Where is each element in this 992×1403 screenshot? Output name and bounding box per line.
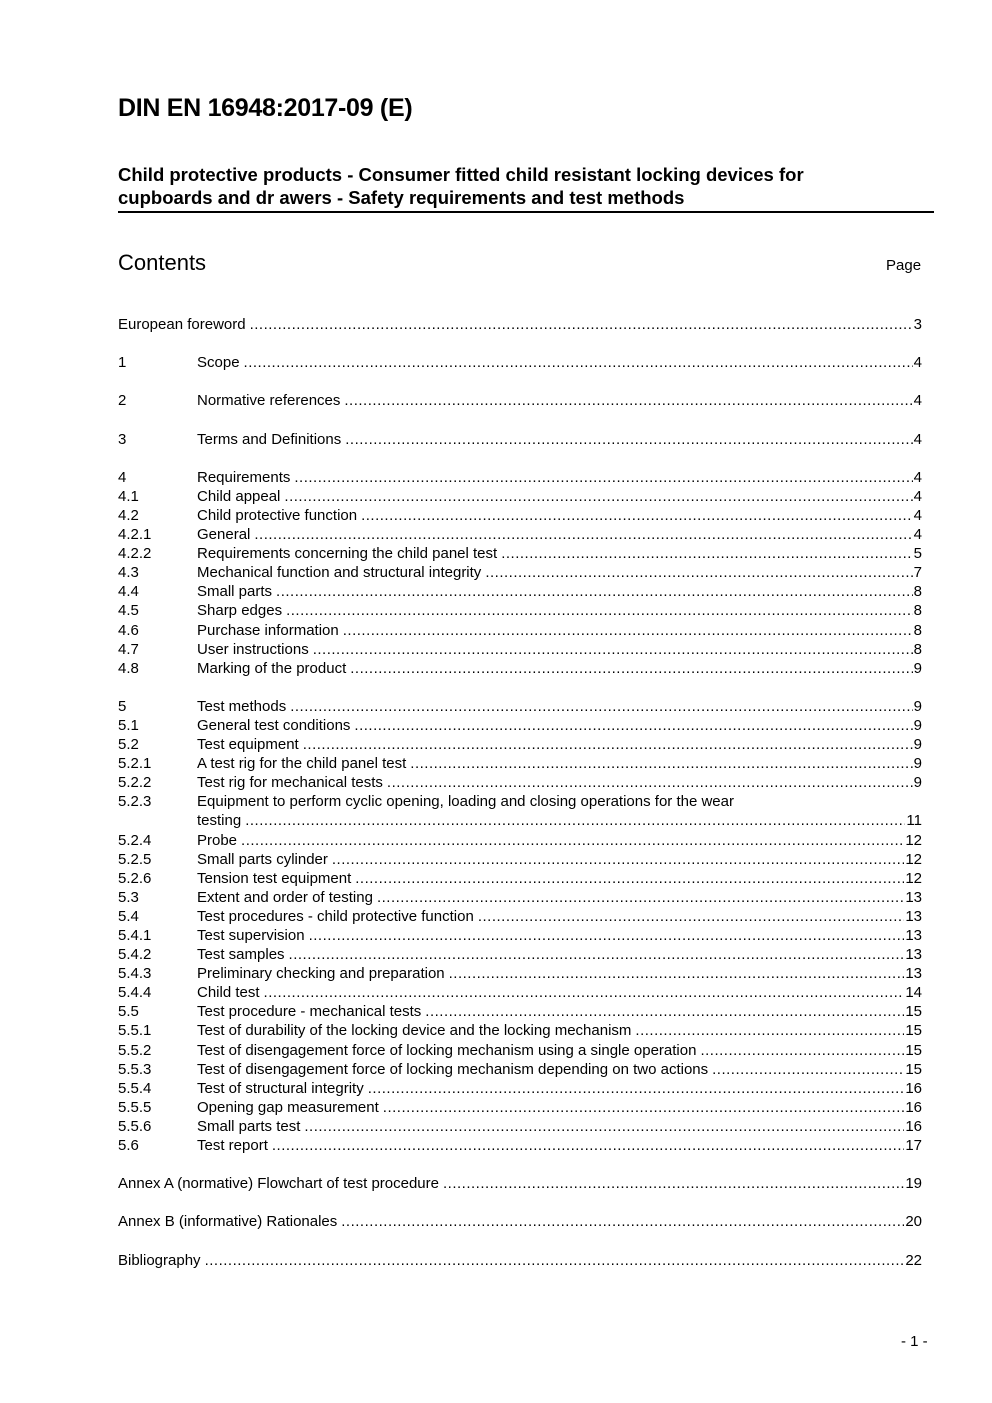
toc-leader-dots <box>309 926 905 945</box>
toc-number: 5.1 <box>118 716 139 734</box>
toc-entry-5-2-4[interactable] <box>118 831 922 850</box>
toc-number: 4.7 <box>118 640 139 658</box>
toc-number: 3 <box>118 430 127 448</box>
toc-entry-bibliography[interactable] <box>118 1251 922 1270</box>
toc-leader-dots <box>449 964 905 983</box>
toc-page: 15 <box>905 1003 922 1021</box>
toc-entry-foreword[interactable] <box>118 315 922 334</box>
toc-title: Child protective function <box>197 506 358 524</box>
toc-page: 4 <box>913 430 922 448</box>
table-of-contents <box>118 315 922 1270</box>
toc-page: 3 <box>913 316 922 333</box>
toc-number: 5.5.1 <box>118 1022 152 1040</box>
toc-leader-dots <box>700 1041 904 1060</box>
toc-entry-5-5-5[interactable] <box>118 1098 922 1117</box>
toc-title: Marking of the product <box>197 659 347 677</box>
toc-leader-dots <box>313 640 913 659</box>
toc-title: Test procedures - child protective function <box>197 907 474 925</box>
toc-number: 5.4.2 <box>118 946 152 964</box>
toc-leader-dots <box>377 888 904 907</box>
toc-entry-4-2-2[interactable] <box>118 544 922 563</box>
toc-title: User instructions <box>197 640 309 658</box>
toc-leader-dots <box>303 735 913 754</box>
toc-number: 5.5.2 <box>118 1041 152 1059</box>
toc-entry-5-5-6[interactable] <box>118 1117 922 1136</box>
toc-number: 5.5.6 <box>118 1117 152 1135</box>
toc-number: 5.4.3 <box>118 965 152 983</box>
toc-title: Mechanical function and structural integrity <box>197 564 482 582</box>
toc-leader-dots <box>410 754 912 773</box>
toc-page: 16 <box>905 1098 922 1116</box>
toc-title: Test of disengagement force of locking mechanism depending on two actions <box>197 1060 709 1078</box>
toc-page: 8 <box>913 583 922 601</box>
toc-title: Small parts <box>197 583 273 601</box>
toc-entry-5-2[interactable] <box>118 735 922 754</box>
toc-title: Bibliography <box>118 1251 201 1269</box>
toc-title: Annex B (informative) Rationales <box>118 1213 338 1231</box>
toc-title: Equipment to perform cyclic opening, loading and closing operations for the wear <box>197 793 734 811</box>
toc-page: 22 <box>905 1251 922 1269</box>
toc-entry-4-2[interactable] <box>118 506 922 525</box>
toc-page: 4 <box>913 526 922 544</box>
toc-page: 8 <box>913 621 922 639</box>
toc-number: 4 <box>118 468 127 486</box>
toc-number: 5.6 <box>118 1137 139 1155</box>
toc-entry-5-4-2[interactable] <box>118 945 922 964</box>
toc-leader-dots <box>205 1251 905 1270</box>
toc-leader-dots <box>343 621 913 640</box>
toc-number: 5.5.5 <box>118 1098 152 1116</box>
toc-leader-dots <box>272 1136 904 1155</box>
document-id: DIN EN 16948:2017-09 (E) <box>118 94 413 122</box>
toc-title: Scope <box>197 354 240 372</box>
toc-number: 4.3 <box>118 564 139 582</box>
toc-entry-4-8[interactable] <box>118 659 922 678</box>
toc-leader-dots <box>425 1002 904 1021</box>
toc-entry-3[interactable] <box>118 430 922 449</box>
document-title <box>118 163 934 213</box>
toc-number: 1 <box>118 354 127 372</box>
toc-entry-annex-b[interactable] <box>118 1212 922 1231</box>
toc-entry-5-5-1[interactable] <box>118 1021 922 1040</box>
title-line-2: cupboards and dr awers - Safety requirements and test methods <box>118 187 685 208</box>
toc-page: 13 <box>905 946 922 964</box>
toc-page: 4 <box>913 468 922 486</box>
toc-page: 9 <box>913 774 922 792</box>
toc-number: 5.3 <box>118 888 139 906</box>
toc-page: 7 <box>913 564 922 582</box>
toc-page: 17 <box>905 1137 922 1155</box>
toc-leader-dots <box>478 907 905 926</box>
toc-leader-dots <box>485 563 912 582</box>
toc-page: 9 <box>913 755 922 773</box>
toc-leader-dots <box>250 315 913 334</box>
toc-leader-dots <box>284 487 912 506</box>
toc-entry-5-5-4[interactable] <box>118 1079 922 1098</box>
toc-title: Test methods <box>197 697 287 715</box>
toc-leader-dots <box>264 983 905 1002</box>
toc-number: 5.5.4 <box>118 1079 152 1097</box>
toc-title: Test report <box>197 1137 268 1155</box>
toc-entry-5[interactable] <box>118 697 922 716</box>
toc-page: 4 <box>913 392 922 410</box>
toc-page: 8 <box>913 602 922 620</box>
toc-entry-5-4[interactable] <box>118 907 922 926</box>
toc-title: Test of durability of the locking device and the locking mechanism <box>197 1022 632 1040</box>
toc-entry-5-2-3[interactable] <box>118 792 922 811</box>
toc-title: Child appeal <box>197 487 281 505</box>
toc-number: 5 <box>118 697 127 715</box>
toc-page: 15 <box>905 1060 922 1078</box>
toc-number: 5.4.4 <box>118 984 152 1002</box>
toc-title: Test rig for mechanical tests <box>197 774 383 792</box>
toc-page: 11 <box>906 812 922 830</box>
toc-page: 5 <box>913 545 922 563</box>
toc-entry-4-6[interactable] <box>118 621 922 640</box>
toc-title: Normative references <box>197 392 341 410</box>
toc-number: 4.2.1 <box>118 526 152 544</box>
toc-page: 13 <box>905 888 922 906</box>
toc-leader-dots <box>241 831 904 850</box>
toc-number: 4.1 <box>118 487 139 505</box>
toc-page: 15 <box>905 1022 922 1040</box>
toc-leader-dots <box>290 697 912 716</box>
toc-title-continued: testing <box>197 812 242 830</box>
toc-entry-4-1[interactable] <box>118 487 922 506</box>
toc-entry-5-6[interactable] <box>118 1136 922 1155</box>
toc-page: 4 <box>913 487 922 505</box>
toc-page: 16 <box>905 1079 922 1097</box>
toc-page: 16 <box>905 1117 922 1135</box>
toc-page: 14 <box>905 984 922 1002</box>
toc-entry-5-1[interactable] <box>118 716 922 735</box>
toc-page: 19 <box>905 1175 922 1193</box>
toc-entry-4-7[interactable] <box>118 640 922 659</box>
toc-title: General <box>197 526 251 544</box>
page-column-heading: Page <box>886 257 922 274</box>
toc-leader-dots <box>244 353 913 372</box>
toc-entry-2[interactable] <box>118 391 922 410</box>
toc-leader-dots <box>304 1117 904 1136</box>
toc-number: 5.5 <box>118 1003 139 1021</box>
toc-title: Small parts test <box>197 1117 301 1135</box>
toc-page: 8 <box>913 640 922 658</box>
toc-page: 9 <box>913 716 922 734</box>
toc-title: Tension test equipment <box>197 869 352 887</box>
toc-leader-dots <box>443 1174 904 1193</box>
toc-title: Purchase information <box>197 621 339 639</box>
toc-entry-1[interactable] <box>118 353 922 372</box>
toc-leader-dots <box>294 468 912 487</box>
toc-number: 5.2.2 <box>118 774 152 792</box>
toc-number: 4.2.2 <box>118 545 152 563</box>
toc-entry-5-2-5[interactable] <box>118 850 922 869</box>
toc-entry-5-4-1[interactable] <box>118 926 922 945</box>
toc-title: Sharp edges <box>197 602 283 620</box>
toc-number: 5.4 <box>118 907 139 925</box>
toc-entry-5-2-3-continued[interactable] <box>118 811 922 830</box>
toc-leader-dots <box>361 506 913 525</box>
toc-number: 4.6 <box>118 621 139 639</box>
toc-page: 9 <box>913 736 922 754</box>
toc-title: Annex A (normative) Flowchart of test procedure <box>118 1175 439 1193</box>
toc-number: 5.2 <box>118 736 139 754</box>
toc-leader-dots <box>286 601 913 620</box>
toc-title: Preliminary checking and preparation <box>197 965 445 983</box>
toc-leader-dots <box>368 1079 905 1098</box>
toc-leader-dots <box>355 869 904 888</box>
toc-leader-dots <box>350 659 912 678</box>
toc-title: Requirements <box>197 468 291 486</box>
toc-leader-dots <box>289 945 905 964</box>
toc-page: 13 <box>905 927 922 944</box>
toc-leader-dots <box>383 1098 905 1117</box>
toc-title: A test rig for the child panel test <box>197 755 407 773</box>
toc-number: 5.5.3 <box>118 1060 152 1078</box>
toc-entry-4-3[interactable] <box>118 563 922 582</box>
toc-number: 2 <box>118 392 127 410</box>
toc-page: 12 <box>905 869 922 887</box>
toc-title: Requirements concerning the child panel test <box>197 545 498 563</box>
toc-entry-5-5-3[interactable] <box>118 1060 922 1079</box>
toc-number: 5.2.5 <box>118 850 152 868</box>
toc-title: Test equipment <box>197 736 299 754</box>
toc-entry-4-4[interactable] <box>118 582 922 601</box>
toc-page: 4 <box>913 354 922 372</box>
toc-number: 5.2.3 <box>118 793 152 811</box>
toc-page: 13 <box>905 965 922 983</box>
toc-number: 4.5 <box>118 602 139 620</box>
toc-number: 5.4.1 <box>118 927 152 944</box>
toc-title: General test conditions <box>197 716 351 734</box>
toc-page: 4 <box>913 506 922 524</box>
toc-page: 13 <box>905 907 922 925</box>
toc-page: 12 <box>905 831 922 849</box>
toc-leader-dots <box>332 850 904 869</box>
toc-leader-dots <box>354 716 912 735</box>
title-line-1: Child protective products - Consumer fitted child resistant locking devices for <box>118 164 804 185</box>
toc-page: 20 <box>905 1213 922 1231</box>
toc-leader-dots <box>345 430 912 449</box>
toc-number: 5.2.1 <box>118 755 152 773</box>
toc-leader-dots <box>245 811 905 830</box>
toc-title: Test of structural integrity <box>197 1079 364 1097</box>
toc-entry-5-2-2[interactable] <box>118 773 922 792</box>
toc-title: Probe <box>197 831 238 849</box>
toc-leader-dots <box>341 1212 904 1231</box>
toc-title: Extent and order of testing <box>197 888 373 906</box>
contents-heading: Contents <box>118 250 207 275</box>
toc-entry-5-5[interactable] <box>118 1002 922 1021</box>
toc-leader-dots <box>635 1021 904 1040</box>
toc-number: 5.2.6 <box>118 869 152 887</box>
toc-entry-5-2-6[interactable] <box>118 869 922 888</box>
page-number: - 1 - <box>901 1333 928 1350</box>
toc-entry-4[interactable] <box>118 468 922 487</box>
toc-leader-dots <box>254 525 912 544</box>
toc-title: Test procedure - mechanical tests <box>197 1003 422 1021</box>
toc-title: European foreword <box>118 316 246 333</box>
toc-page: 15 <box>905 1041 922 1059</box>
toc-leader-dots <box>344 391 912 410</box>
toc-title: Test samples <box>197 946 285 964</box>
toc-entry-5-3[interactable] <box>118 888 922 907</box>
toc-page: 12 <box>905 850 922 868</box>
toc-leader-dots <box>387 773 913 792</box>
toc-entry-5-5-2[interactable] <box>118 1041 922 1060</box>
toc-page: 9 <box>913 697 922 715</box>
toc-entry-annex-a[interactable] <box>118 1174 922 1193</box>
toc-title: Small parts cylinder <box>197 850 328 868</box>
toc-title: Terms and Definitions <box>197 430 342 448</box>
toc-title: Opening gap measurement <box>197 1098 379 1116</box>
toc-page: 9 <box>913 659 922 677</box>
toc-title: Child test <box>197 984 260 1002</box>
toc-leader-dots <box>501 544 912 563</box>
toc-entry-4-2-1[interactable] <box>118 525 922 544</box>
toc-leader-dots <box>712 1060 904 1079</box>
toc-number: 5.2.4 <box>118 831 152 849</box>
toc-entry-5-4-4[interactable] <box>118 983 922 1002</box>
toc-title: Test of disengagement force of locking mechanism using a single operation <box>197 1041 697 1059</box>
toc-number: 4.4 <box>118 583 139 601</box>
toc-entry-5-4-3[interactable] <box>118 964 922 983</box>
toc-entry-4-5[interactable] <box>118 601 922 620</box>
toc-leader-dots <box>276 582 913 601</box>
toc-number: 4.2 <box>118 506 139 524</box>
toc-number: 4.8 <box>118 659 139 677</box>
toc-entry-5-2-1[interactable] <box>118 754 922 773</box>
toc-title: Test supervision <box>197 927 305 944</box>
